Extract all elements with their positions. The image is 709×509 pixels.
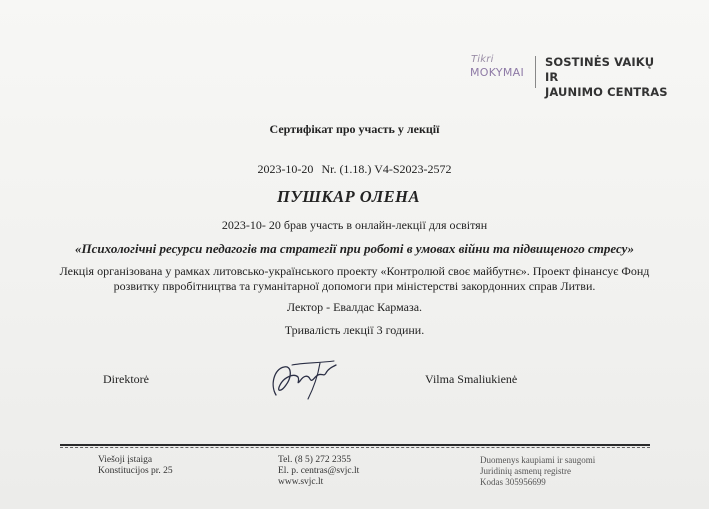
- certificate-date: 2023-10-20: [257, 162, 314, 176]
- director-signature: [262, 355, 352, 405]
- footer-registry: [480, 455, 595, 488]
- logo-mokymai-text: MOKYMAI: [470, 66, 525, 79]
- logo-org-line-1: SOSTINĖS VAIKŲ IR: [545, 55, 655, 84]
- recipient-name: ПУШКАР ОЛЕНА: [277, 187, 420, 206]
- lecture-title: «Психологічні ресурси педагогів та стратегії при роботі в умовах війни та підвищеного стресу»: [75, 241, 634, 256]
- footer-line: Viešoji įstaiga: [98, 455, 153, 465]
- logo-org-line-2: JAUNIMO CENTRAS: [545, 85, 668, 99]
- footer-line: Konstitucijos pr. 25: [98, 466, 173, 476]
- description-line-1: Лекція організована у рамках литовсько-українського проекту «Контролюй своє майбутнє». Проект фінансує Фонд: [59, 264, 650, 278]
- certificate-reference: [0, 162, 709, 177]
- duration-line: Тривалість лекції 3 години.: [284, 323, 425, 337]
- footer-email: El. p. centras@svjc.lt: [278, 466, 360, 476]
- footer-line: Juridinių asmenų registre: [480, 466, 571, 476]
- footer-divider: [60, 444, 650, 446]
- logo-tikri-text: Tikri: [471, 54, 494, 65]
- footer-line: Duomenys kaupiami ir saugomi: [480, 455, 596, 465]
- footer-contacts: [278, 455, 359, 488]
- director-label: Direktorė: [103, 372, 149, 386]
- footer-website: www.svjc.lt: [278, 477, 324, 487]
- logo-divider: [535, 56, 536, 88]
- lector-line: Лектор - Евалдас Кармаза.: [286, 300, 423, 314]
- director-name: Vilma Smaliukienė: [425, 372, 518, 386]
- organization-logo: [468, 52, 668, 99]
- certificate-title: Сертифікат про участь у лекції: [269, 122, 440, 136]
- lecture-description: [0, 264, 709, 294]
- participation-statement: 2023-10- 20 брав участь в онлайн-лекції для освітян: [221, 218, 488, 232]
- footer-phone: Tel. (8 5) 272 2355: [278, 455, 351, 465]
- certificate-number: Nr. (1.18.) V4-S2023-2572: [321, 162, 452, 176]
- footer-line: Kodas 305956699: [480, 477, 546, 487]
- footer-address: [98, 455, 173, 477]
- description-line-2: розвитку пвробітництва та гуманітарної допомоги при міністерстві закордонних справ Литви.: [113, 279, 596, 293]
- logo-organization-name: [545, 55, 668, 100]
